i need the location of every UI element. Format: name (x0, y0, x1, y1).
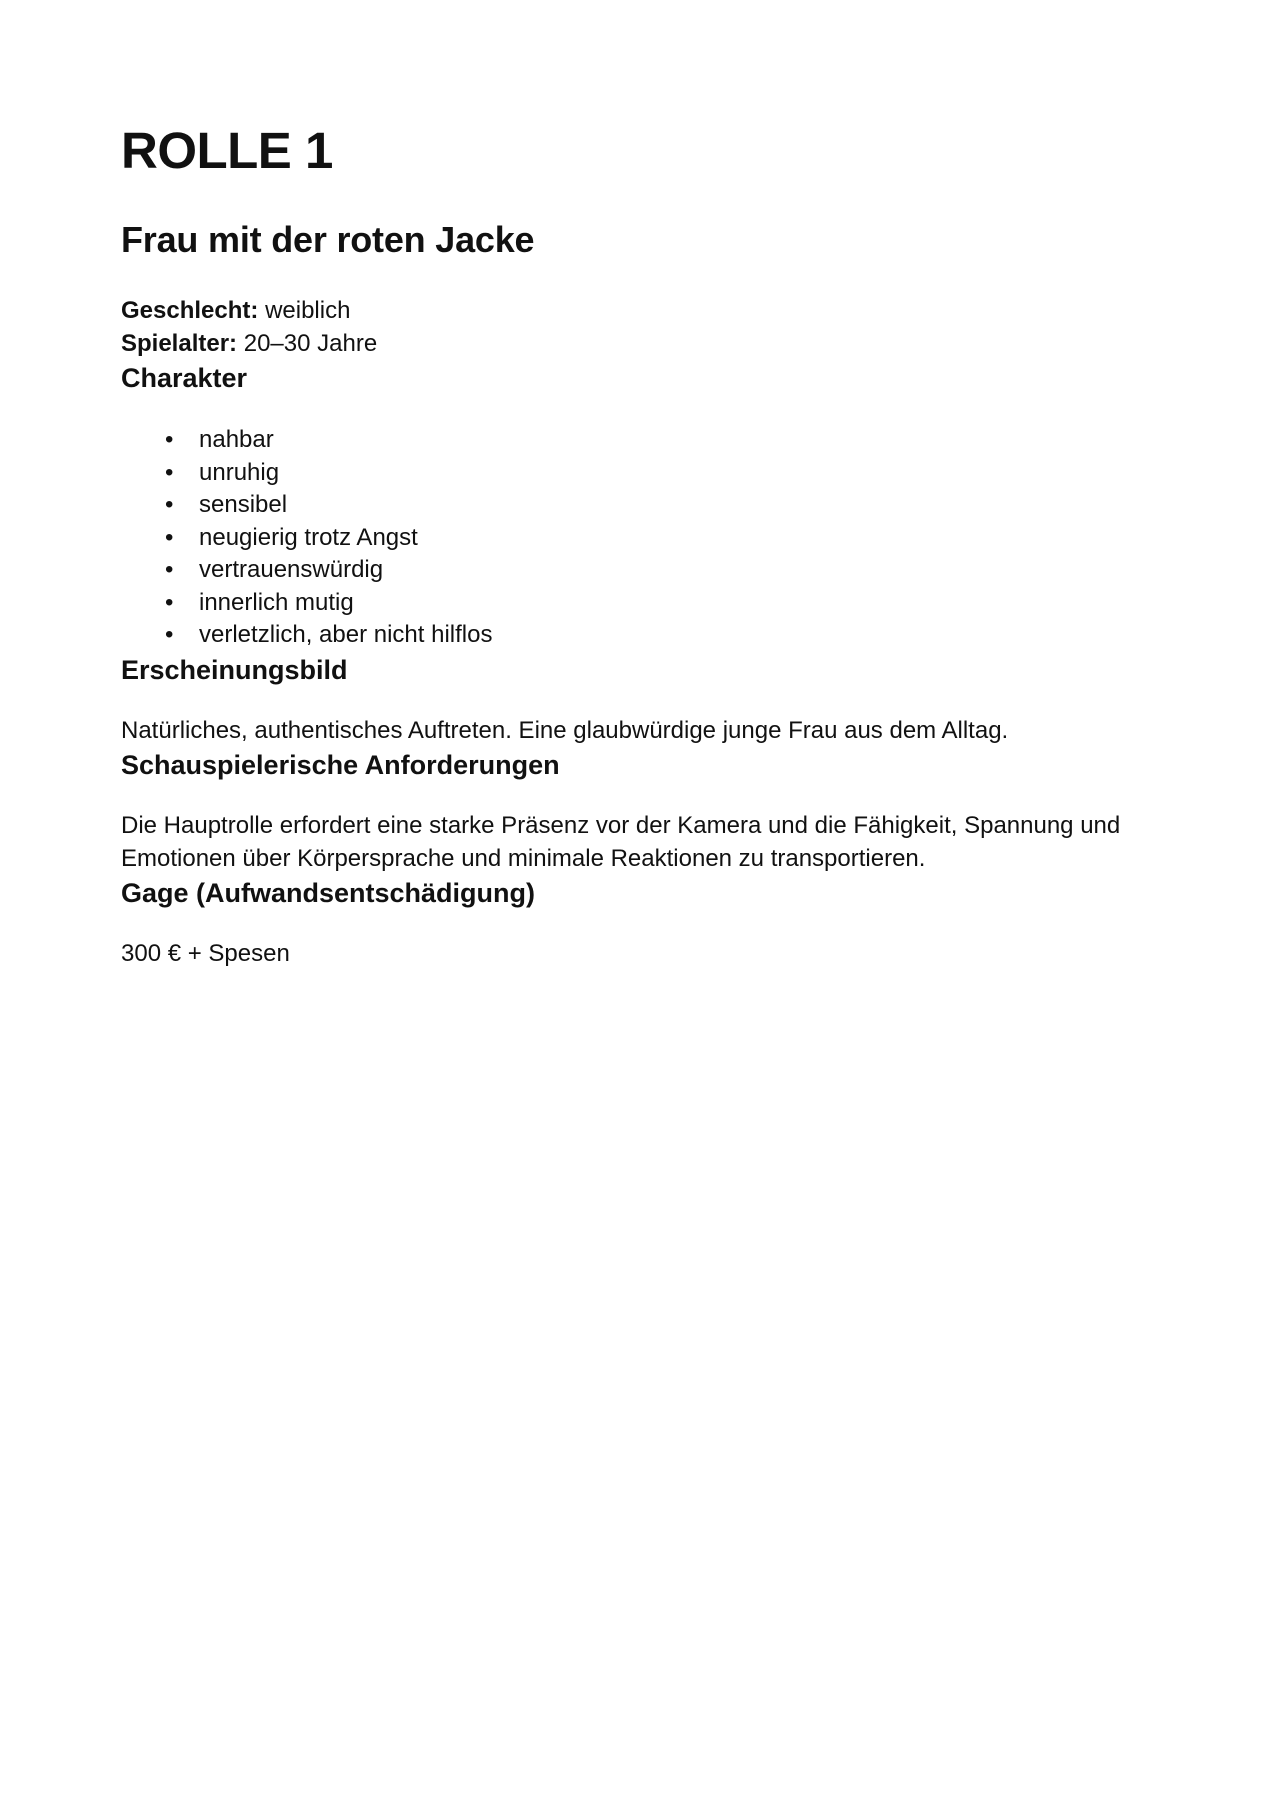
bullet-icon: • (165, 588, 174, 616)
charakter-heading: Charakter (121, 363, 248, 393)
erscheinungsbild-heading: Erscheinungsbild (121, 654, 348, 685)
trait-text: sensibel (199, 491, 288, 518)
list-item (121, 489, 1160, 522)
age-label: Spielalter: (121, 330, 238, 357)
list-item (121, 554, 1160, 587)
gender-line (121, 294, 1160, 327)
list-item (121, 457, 1160, 490)
gage-text: 300 € + Spesen (121, 939, 290, 967)
bullet-icon: • (165, 458, 174, 486)
list-item (121, 587, 1160, 620)
age-line (121, 327, 1160, 360)
trait-text: verletzlich, aber nicht hilflos (199, 621, 493, 648)
role-meta (121, 294, 1160, 360)
charakter-list (121, 424, 1160, 652)
list-item (121, 424, 1160, 457)
page-title: ROLLE 1 (121, 122, 333, 179)
bullet-icon: • (165, 491, 174, 518)
trait-text: nahbar (199, 426, 274, 453)
anforderungen-heading: Schauspielerische Anforderungen (121, 749, 560, 780)
list-item (121, 522, 1160, 555)
bullet-icon: • (165, 621, 174, 648)
bullet-icon: • (165, 426, 174, 453)
trait-text: unruhig (199, 458, 280, 486)
bullet-icon: • (165, 523, 174, 551)
trait-text: neugierig trotz Angst (199, 523, 418, 551)
bullet-icon: • (165, 556, 174, 583)
gage-heading: Gage (Aufwandsentschädigung) (121, 877, 536, 908)
trait-text: vertrauenswürdig (199, 556, 384, 583)
gender-label: Geschlecht: (121, 297, 259, 324)
gender-value: weiblich (265, 297, 351, 324)
erscheinungsbild-text: Natürliches, authentisches Auftreten. Eine glaubwürdige junge Frau aus dem Alltag. (121, 716, 1009, 744)
trait-text: innerlich mutig (199, 588, 354, 616)
anforderungen-text: Die Hauptrolle erfordert eine starke Präsenz vor der Kamera und die Fähigkeit, Spannung und Emotionen über Körpersprache und minimale Reaktionen zu transportieren. (121, 811, 1121, 872)
list-item (121, 619, 1160, 652)
age-value: 20–30 Jahre (243, 330, 378, 357)
role-name: Frau mit der roten Jacke (121, 219, 535, 260)
